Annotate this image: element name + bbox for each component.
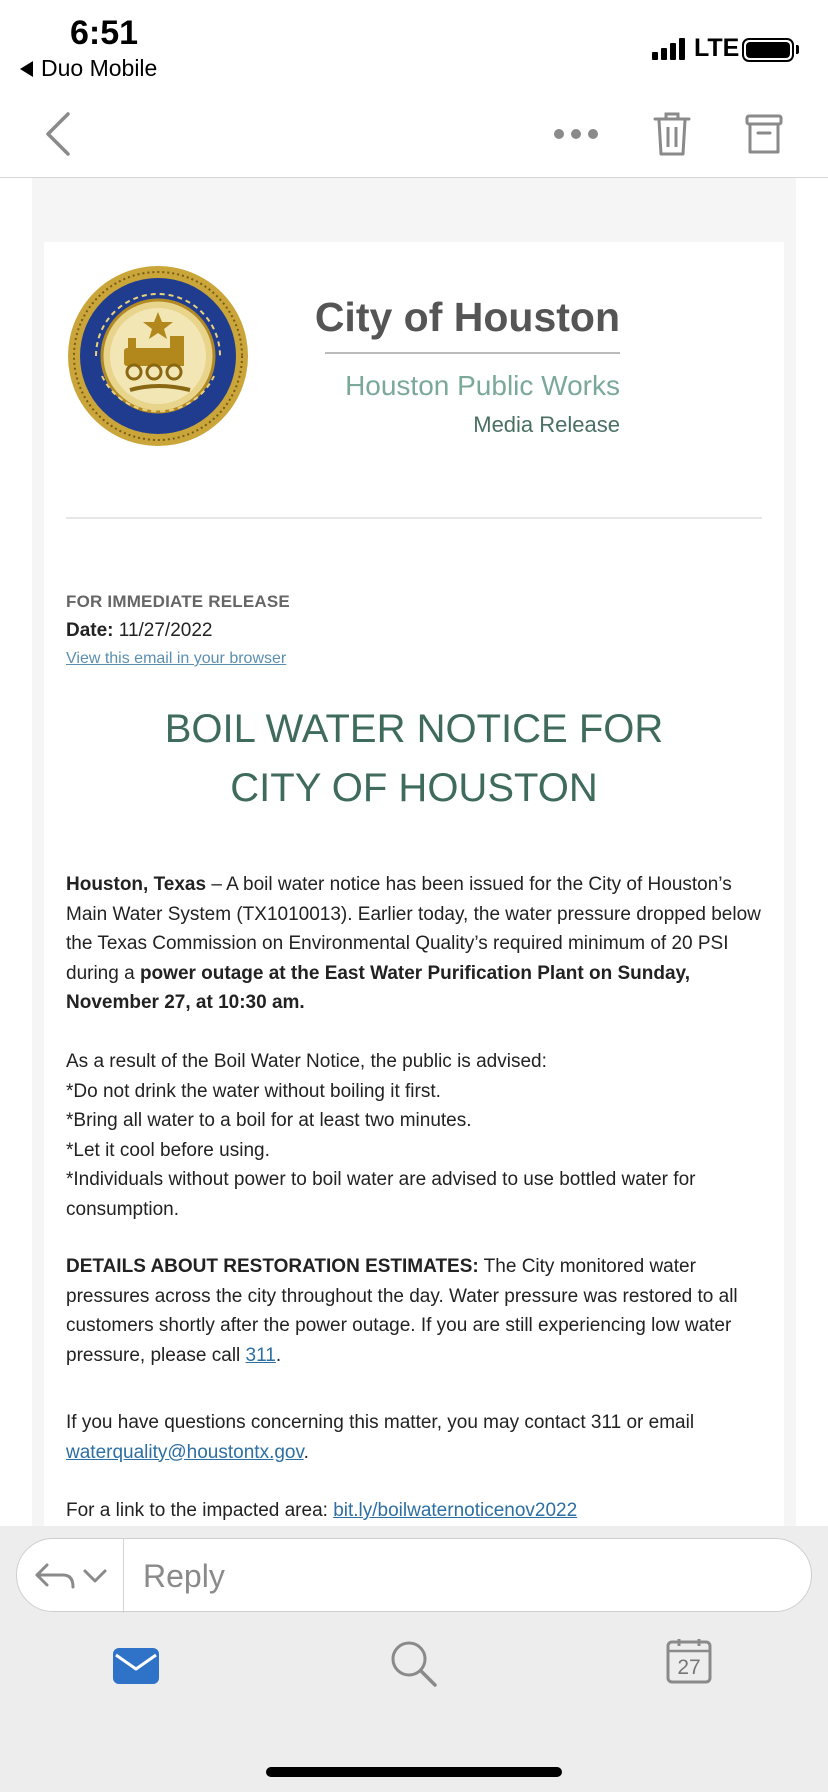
back-chevron-icon[interactable] [38,106,78,162]
home-indicator[interactable] [266,1767,562,1777]
impacted-area-text: For a link to the impacted area: [66,1500,334,1521]
status-time: 6:51 [70,14,139,52]
header-divider [66,517,762,519]
release-type: Media Release [473,412,620,437]
org-title: City of Houston [314,294,620,340]
contact-text: If you have questions concerning this matter, you may contact 311 or email [66,1412,695,1433]
advisory-item: *Let it cool before using. [66,1139,270,1161]
advisory-item: *Individuals without power to boil water are advised to use bottled water for consumption. [66,1169,696,1220]
city-of-houston-seal-logo [66,264,250,448]
header-rule [325,352,620,354]
notice-title-line-1: BOIL WATER NOTICE FOR [164,707,664,751]
archive-icon[interactable] [740,106,788,162]
back-triangle-icon [20,61,33,77]
back-app-label: Duo Mobile [41,55,158,81]
reply-options-button[interactable] [31,1553,115,1599]
announcement-text: – A boil water notice has been issued for the City of Houston’s Main Water System (TX1010013). Earlier today, the water pressure dropped below the Texas Commission on Environmental Quality’s required minimum of 20 PSI during a [66,874,761,984]
press-release-card [44,242,784,1526]
view-in-browser-link[interactable]: View this email in your browser [66,650,287,667]
notice-title [66,700,762,818]
reply-divider [123,1539,124,1613]
calendar-day: 27 [677,1656,701,1679]
paragraph-restoration [66,1252,766,1370]
call-311-link[interactable]: 311 [245,1344,276,1366]
more-icon[interactable] [548,114,604,154]
location-lead: Houston, Texas [66,874,207,895]
network-type: LTE [694,34,740,62]
release-date [66,620,212,642]
paragraph-contact [66,1408,766,1467]
date-value: 11/27/2022 [118,620,213,641]
restoration-text: The City monitored water pressures across the city throughout the day. Water pressure was restored to all customers shortly after the power outage. If you are still experiencing low water pressure, please call [66,1256,738,1366]
email-link[interactable]: waterquality@houstontx.gov [66,1441,304,1463]
restoration-end: . [275,1344,282,1366]
tab-bar [0,1616,828,1792]
advisory-item: *Bring all water to a boil for at least two minutes. [66,1110,472,1131]
calendar-tab[interactable] [662,1634,716,1688]
mail-tab[interactable] [106,1640,166,1692]
advisory-intro: As a result of the Boil Water Notice, the public is advised: [66,1051,547,1072]
battery-icon [742,38,794,62]
paragraph-impacted-area [66,1496,766,1526]
back-to-app-link[interactable] [20,55,157,82]
release-label: FOR IMMEDIATE RELEASE [66,592,290,611]
reply-field[interactable] [16,1538,812,1612]
department-name: Houston Public Works [345,370,620,401]
notice-title-line-2: CITY OF HOUSTON [230,766,598,810]
trash-icon[interactable] [648,106,696,162]
message-toolbar [0,92,828,178]
advisory-item: *Do not drink the water without boiling it first. [66,1080,441,1102]
search-tab[interactable] [384,1636,444,1692]
date-label: Date: [66,620,114,641]
impacted-area-link[interactable]: bit.ly/boilwaternoticenov2022 [333,1500,578,1521]
status-bar [0,0,828,92]
outage-details: power outage at the East Water Purification Plant on Sunday, November 27, at 10:30 am. [66,962,690,1013]
paragraph-announcement [66,870,766,1018]
reply-input[interactable]: Reply [143,1558,225,1594]
reply-bar [0,1526,828,1616]
contact-end: . [303,1441,309,1463]
email-content[interactable] [0,178,828,1526]
signal-strength-icon [652,36,685,60]
restoration-heading: DETAILS ABOUT RESTORATION ESTIMATES: [66,1256,479,1277]
battery-cap [796,45,799,54]
paragraph-advisories [66,1047,766,1224]
